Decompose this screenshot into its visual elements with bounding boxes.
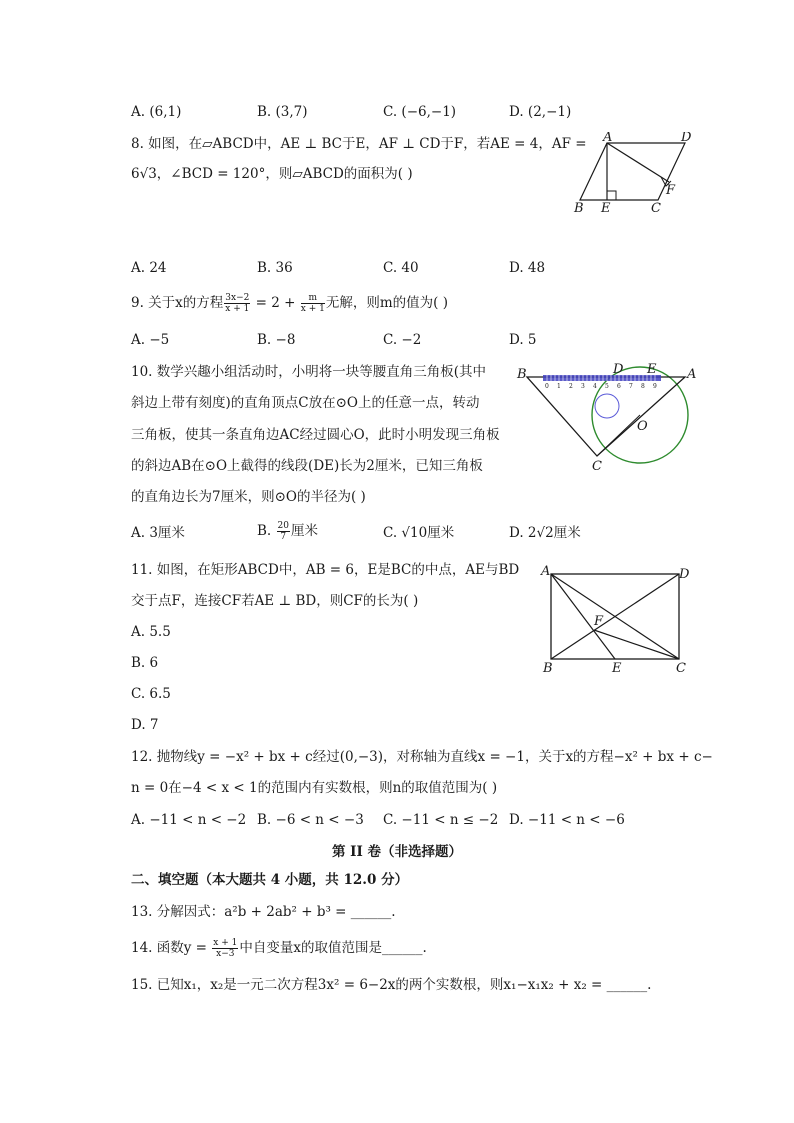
q10-ruler-tick-7: 7 [629,383,633,390]
q9-stem-prefix: 9. 关于x的方程 [131,295,224,311]
q12-stem-line2: n = 0在−4 < x < 1的范围内有实数根，则n的取值范围为( ) [131,780,498,796]
q11-stem-line1: 11. 如图，在矩形ABCD中，AB = 6，E是BC的中点，AE与BD [131,562,520,578]
q9-frac2-num: m [301,293,325,304]
q10-stem-line5: 的直角边长为7厘米，则⊙O的半径为( ) [131,489,366,505]
q10-option-b-suffix: 厘米 [290,523,318,539]
q10-fig-label-e: E [647,362,657,377]
q10-stem-line3: 三角板，使其一条直角边AC经过圆心O，此时小明发现三角板 [131,427,500,443]
q8-fig-label-e: E [601,201,611,216]
q13-stem: 13. 分解因式：a²b + 2ab² + b³ = ______. [131,904,396,920]
q14-stem-prefix: 14. 函数y = [131,940,212,956]
q12-option-c: C. −11 < n ≤ −2 [383,812,499,828]
q14-stem [131,938,427,959]
q10-ruler-tick-2: 2 [569,383,573,390]
q10-triangle-circle-figure [515,360,700,475]
q10-option-a: A. 3厘米 [131,525,185,541]
q11-fig-label-f: F [594,614,604,629]
q10-fig-label-a: A [687,367,697,382]
q10-ruler-tick-0: 0 [545,383,549,390]
q10-ruler-tick-1: 1 [557,383,561,390]
part2-header: 二、填空题（本大题共 4 小题，共 12.0 分） [131,872,409,888]
q9-stem-suffix: 无解，则m的值为( ) [325,295,448,311]
q10-option-b-num: 20 [277,521,289,531]
q10-stem-line1: 10. 数学兴趣小组活动时，小明将一块等腰直角三角板(其中 [131,364,487,380]
q7-option-d: D. (2,−1) [509,104,572,120]
q11-option-c: C. 6.5 [131,686,171,702]
q8-parallelogram-figure [565,132,700,217]
q10-ruler-tick-3: 3 [581,383,585,390]
q10-ruler-tick-6: 6 [617,383,621,390]
q12-option-b: B. −6 < n < −3 [257,812,364,828]
q8-fig-label-a: A [603,132,613,145]
q10-stem-line4: 的斜边AB在⊙O上截得的线段(DE)长为2厘米，已知三角板 [131,458,483,474]
q8-option-b: B. 36 [257,260,293,276]
q11-option-d: D. 7 [131,717,159,733]
q8-option-a: A. 24 [131,260,167,276]
q11-option-b: B. 6 [131,655,159,671]
q9-option-a: A. −5 [131,332,170,348]
q9-frac1-den: x + 1 [225,304,250,314]
q10-fig-label-o: O [637,419,648,434]
q10-option-c: C. √10厘米 [383,525,455,541]
q14-frac-num: x + 1 [213,938,238,948]
q11-stem-line2: 交于点F，连接CF若AE ⊥ BD，则CF的长为( ) [131,593,419,609]
q8-fig-label-d: D [681,132,692,145]
q11-fig-label-b: B [543,661,553,676]
q11-option-a: A. 5.5 [131,624,171,640]
q8-stem-line2: 6√3，∠BCD = 120°，则▱ABCD的面积为( ) [131,166,413,182]
q9-fraction-2 [301,293,325,314]
q10-option-b-den: 7 [280,532,287,542]
q10-option-d: D. 2√2厘米 [509,525,581,541]
q8-fig-label-c: C [651,201,661,216]
q8-option-c: C. 40 [383,260,419,276]
q10-stem-line2: 斜边上带有刻度)的直角顶点C放在⊙O上的任意一点，转动 [131,395,480,411]
q9-frac2-den: x + 1 [300,304,325,314]
q8-stem-line1: 8. 如图，在▱ABCD中，AE ⊥ BC于E，AF ⊥ CD于F，若AE = 4，AF = [131,136,587,152]
q10-fig-label-d: D [613,362,624,377]
q10-fig-label-c: C [592,459,602,474]
q7-option-b: B. (3,7) [257,104,308,120]
q12-stem-line1: 12. 抛物线y = −x² + bx + c经过(0,−3)，对称轴为直线x = −1，关于x的方程−x² + bx + c− [131,749,713,765]
q10-ruler-tick-5: 5 [605,383,609,390]
q8-fig-label-f: F [666,183,676,198]
q14-frac-den: x−3 [216,949,235,959]
q9-stem-mid: = 2 + [251,295,300,311]
section-title: 第 II 卷（非选择题） [331,844,463,860]
q10-ruler-tick-4: 4 [593,383,597,390]
q9-stem [131,293,448,314]
q11-fig-label-e: E [612,661,622,676]
q11-rectangle-figure [535,562,695,680]
q14-fraction [212,938,238,959]
q9-option-b: B. −8 [257,332,296,348]
q10-fig-label-b: B [517,367,527,382]
q9-frac1-num: 3x−2 [225,293,250,303]
q10-option-b-fraction [277,521,290,542]
q7-option-a: A. (6,1) [131,104,182,120]
q14-stem-suffix: 中自变量x的取值范围是______. [239,940,427,956]
q9-fraction-1 [224,293,250,314]
q11-fig-label-d: D [679,567,690,582]
q7-option-c: C. (−6,−1) [383,104,457,120]
q12-option-d: D. −11 < n < −6 [509,812,625,828]
q10-option-b [257,521,318,542]
q8-option-d: D. 48 [509,260,546,276]
q10-option-b-prefix: B. [257,523,276,539]
q10-ruler-tick-8: 8 [641,383,645,390]
q11-fig-label-c: C [676,661,686,676]
q8-fig-label-b: B [574,201,584,216]
q9-option-c: C. −2 [383,332,422,348]
q12-option-a: A. −11 < n < −2 [131,812,247,828]
q15-stem: 15. 已知x₁，x₂是一元二次方程3x² = 6−2x的两个实数根，则x₁−x₁x₂ + x₂ = ______. [131,977,652,993]
q11-fig-label-a: A [541,564,551,579]
q9-option-d: D. 5 [509,332,537,348]
q10-ruler-tick-9: 9 [653,383,657,390]
